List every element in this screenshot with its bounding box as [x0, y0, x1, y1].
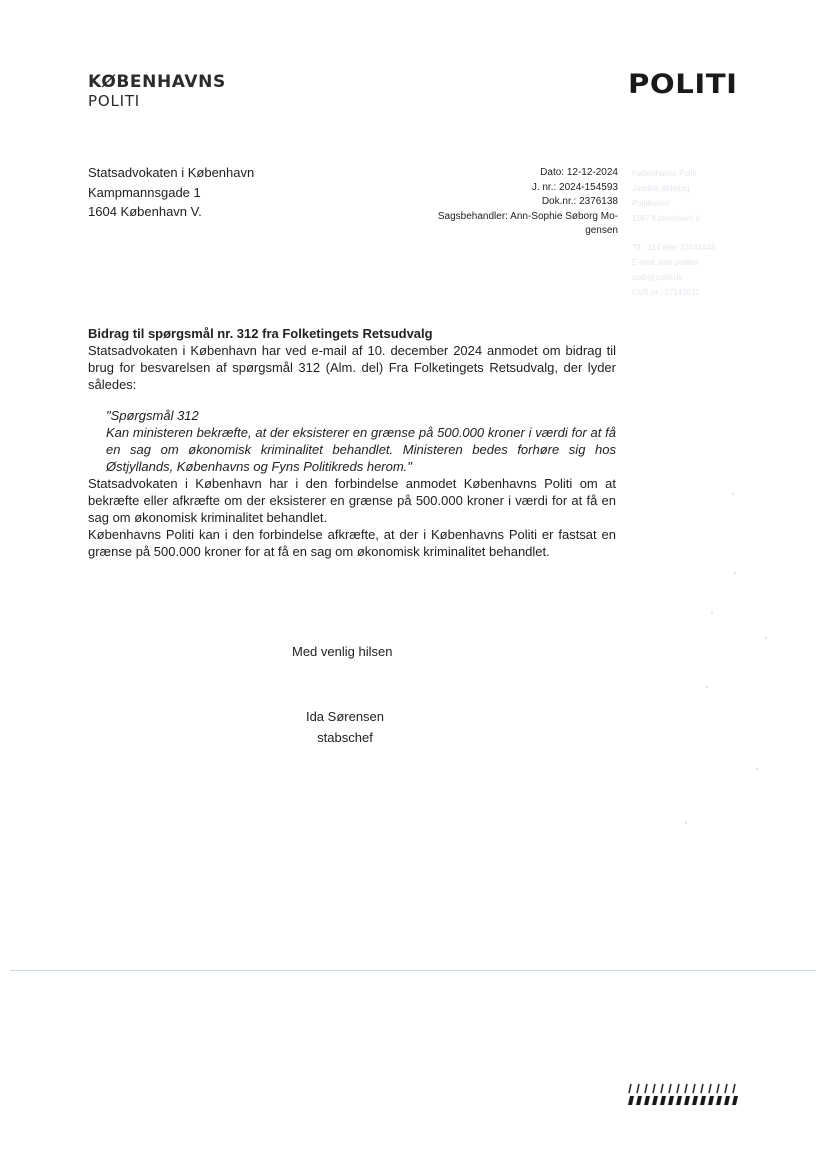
scan-fold-line — [10, 970, 816, 971]
quote-body: Kan ministeren bekræfte, at der eksisterer en grænse på 500.000 kroner i værdi for at få en sag om økonomisk kriminalitet behandlet. Ministeren bedes forhøre sig hos Østjyllands, Københavns og Fyns Politikreds herom." — [106, 425, 616, 474]
sender-spacer — [632, 226, 742, 240]
police-stripe-mark — [627, 1083, 739, 1107]
letter-title: Bidrag til spørgsmål nr. 312 fra Folketingets Retsudvalg — [88, 326, 433, 341]
sender-line: Juridisk afdeling — [632, 184, 690, 193]
signature-block — [300, 706, 390, 748]
paragraph-request: Statsadvokaten i København har i den forbindelse anmodet Københavns Politi om at bekræfte eller afkræfte om der eksisterer en grænse på 500.000 kroner i værdi for at få en sag om økonomisk kriminalitet behandlet. — [88, 476, 616, 525]
police-district-logo — [88, 72, 226, 110]
signer-name: Ida Sørensen — [305, 709, 385, 724]
closing-greeting: Med venlig hilsen — [292, 644, 393, 659]
meta-document-number: Dok.nr.: 2376138 — [541, 196, 618, 207]
letter-body — [88, 325, 616, 560]
sender-line: Polititorvet — [632, 199, 670, 208]
sender-line: stab@politi.dk — [632, 273, 683, 282]
recipient-street: Kampmannsgade 1 — [88, 184, 201, 200]
signer-title: stabschef — [317, 730, 373, 745]
recipient-address — [88, 163, 254, 222]
politi-wordmark: POLITI — [628, 69, 738, 100]
sender-line: CVR.nr.: 17143511 — [632, 288, 700, 297]
intro-paragraph: Statsadvokaten i København har ved e-mail af 10. december 2024 anmodet om bidrag til brug for besvarelsen af spørgsmål 312 (Alm. del) Fra Folketingets Retsudvalg, der lyder således: — [88, 343, 616, 392]
meta-case-handler-line2: gensen — [585, 225, 618, 236]
recipient-name: Statsadvokaten i København — [88, 165, 255, 180]
recipient-city: 1604 København V. — [88, 204, 202, 219]
sender-line: Københavns Politi — [632, 169, 697, 178]
meta-journal-number: J. nr.: 2024-154593 — [531, 181, 618, 193]
case-metadata — [420, 166, 618, 239]
logo-line-1: KØBENHAVNS — [88, 72, 226, 92]
meta-date: Dato: 12-12-2024 — [540, 167, 618, 178]
quote-heading: "Spørgsmål 312 — [106, 408, 199, 423]
paragraph-answer: Københavns Politi kan i den forbindelse afkræfte, at der i Københavns Politi er fastsat en grænse på 500.000 kroner for at få en sag om økonomisk kriminalitet behandlet. — [88, 527, 616, 559]
sender-line: 1567 København V — [632, 214, 701, 223]
meta-case-handler-line1: Sagsbehandler: Ann-Sophie Søborg Mo- — [437, 210, 618, 222]
sender-contact-block — [632, 166, 742, 300]
sender-line: Tlf.: 114 eller 33141448 — [632, 243, 716, 252]
quoted-question — [106, 407, 616, 475]
sender-line: E-mail: kbh-politiet- — [632, 258, 701, 267]
logo-line-2: POLITI — [88, 92, 141, 110]
